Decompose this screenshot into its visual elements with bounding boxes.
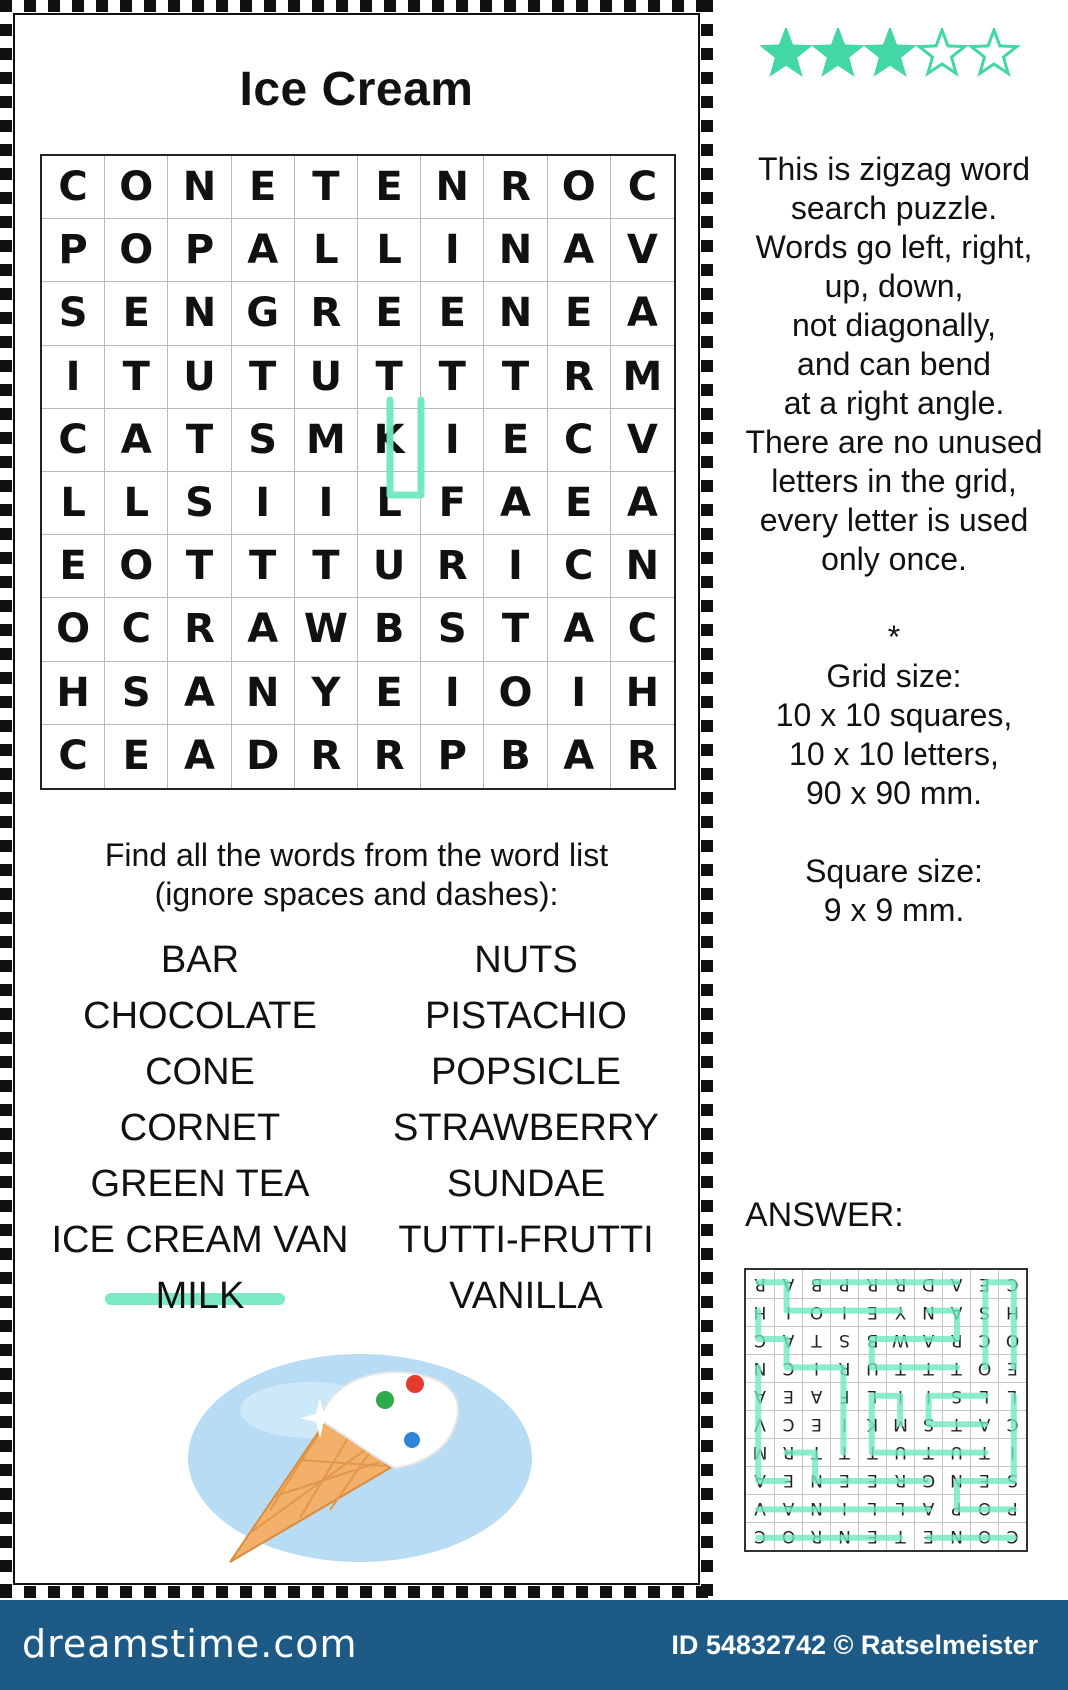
rules-line: Words go left, right, (755, 229, 1033, 265)
answer-cell: M (746, 1438, 774, 1466)
grid-cell[interactable]: R (358, 725, 421, 788)
rules-line (720, 813, 1068, 852)
grid-cell[interactable]: E (358, 662, 421, 725)
answer-cell: C (998, 1270, 1026, 1298)
grid-cell[interactable]: V (611, 219, 674, 282)
grid-cell[interactable]: C (42, 725, 105, 788)
answer-cell: I (830, 1298, 858, 1326)
answer-cell: O (970, 1494, 998, 1522)
answer-cell: N (830, 1522, 858, 1550)
grid-cell[interactable]: E (105, 282, 168, 345)
grid-cell[interactable]: I (548, 662, 611, 725)
grid-cell[interactable]: R (548, 346, 611, 409)
grid-cell[interactable]: R (295, 725, 358, 788)
grid-cell[interactable]: C (105, 598, 168, 661)
grid-cell[interactable]: N (168, 282, 231, 345)
answer-cell: L (970, 1382, 998, 1410)
grid-cell[interactable]: T (358, 346, 421, 409)
grid-cell[interactable]: H (42, 662, 105, 725)
grid-cell[interactable]: T (484, 598, 547, 661)
answer-cell: H (998, 1298, 1026, 1326)
grid-cell[interactable]: I (421, 409, 484, 472)
answer-cell: E (998, 1354, 1026, 1382)
rules-line: 10 x 10 squares, (775, 697, 1013, 733)
answer-cell: T (830, 1438, 858, 1466)
grid-cell[interactable]: V (611, 409, 674, 472)
dreamstime-logo: dreamstime.com (22, 1622, 358, 1666)
answer-cell: E (914, 1522, 942, 1550)
grid-cell[interactable]: N (484, 219, 547, 282)
answer-cell: R (942, 1326, 970, 1354)
grid-cell[interactable]: H (611, 662, 674, 725)
difficulty-stars (760, 28, 1020, 80)
answer-cell: A (746, 1382, 774, 1410)
grid-cell[interactable]: P (42, 219, 105, 282)
rules-line: at a right angle. (783, 385, 1005, 421)
answer-cell: N (802, 1466, 830, 1494)
answer-cell: U (858, 1354, 886, 1382)
answer-cell: T (802, 1326, 830, 1354)
answer-cell: N (942, 1522, 970, 1550)
grid-cell[interactable]: C (611, 156, 674, 219)
word-list-item (30, 1156, 370, 1212)
word-list-item (356, 988, 696, 1044)
answer-cell: C (774, 1354, 802, 1382)
rules-line (720, 579, 1068, 618)
answer-cell: K (858, 1410, 886, 1438)
letter-grid (40, 154, 676, 790)
grid-cell[interactable]: C (42, 409, 105, 472)
grid-cell[interactable]: C (548, 409, 611, 472)
grid-cell[interactable]: O (42, 598, 105, 661)
empty-star-icon (971, 30, 1017, 73)
answer-cell: R (886, 1466, 914, 1494)
answer-cell: R (754, 1274, 766, 1294)
word-list-item (356, 1100, 696, 1156)
word-text: MILK (155, 1275, 245, 1317)
answer-cell: M (886, 1410, 914, 1438)
answer-cell: C (746, 1522, 774, 1550)
grid-cell[interactable]: R (421, 535, 484, 598)
answer-cell: H (746, 1298, 774, 1326)
answer-cell: T (942, 1354, 970, 1382)
ice-cream-cone-illustration (180, 1340, 540, 1570)
grid-cell[interactable]: T (232, 346, 295, 409)
grid-cell[interactable]: Y (295, 662, 358, 725)
answer-cell: A (774, 1270, 802, 1298)
filled-star-icon (763, 30, 809, 73)
word-text: CHOCOLATE (83, 995, 317, 1037)
word-list-item (30, 1212, 370, 1268)
answer-cell: S (830, 1326, 858, 1354)
word-list-item (356, 1156, 696, 1212)
rules-line: search puzzle. (790, 190, 998, 226)
word-list-item (356, 932, 696, 988)
answer-cell: R (886, 1270, 914, 1298)
answer-cell: N (942, 1466, 970, 1494)
grid-cell[interactable]: N (484, 282, 547, 345)
answer-cell: F (830, 1382, 858, 1410)
grid-cell[interactable]: A (548, 598, 611, 661)
word-text: VANILLA (449, 1275, 603, 1317)
grid-cell[interactable]: T (168, 535, 231, 598)
grid-cell[interactable]: R (626, 733, 658, 780)
rules-line: every letter is used (759, 502, 1029, 538)
answer-cell: I (886, 1382, 914, 1410)
grid-cell[interactable]: I (232, 472, 295, 535)
word-list-item (30, 1044, 370, 1100)
answer-cell: A (942, 1298, 970, 1326)
answer-cell: I (774, 1298, 802, 1326)
word-text: STRAWBERRY (392, 1107, 660, 1149)
word-text: PISTACHIO (425, 995, 627, 1037)
answer-cell: L (998, 1382, 1026, 1410)
grid-cell[interactable]: U (295, 346, 358, 409)
grid-cell[interactable]: L (295, 219, 358, 282)
answer-cell: E (970, 1270, 998, 1298)
answer-cell: C (970, 1326, 998, 1354)
grid-cell[interactable]: D (232, 725, 295, 788)
answer-cell: O (998, 1326, 1026, 1354)
word-text: ICE CREAM VAN (51, 1219, 349, 1261)
grid-cell[interactable]: E (232, 156, 295, 219)
answer-cell: B (802, 1270, 830, 1298)
instructions (0, 836, 713, 914)
grid-cell[interactable]: A (105, 409, 168, 472)
answer-cell: R (858, 1270, 886, 1298)
grid-cell[interactable]: R (484, 156, 547, 219)
word-list-item (30, 1100, 370, 1156)
grid-cell[interactable]: T (232, 535, 295, 598)
answer-cell: S (970, 1298, 998, 1326)
rules-line: and can bend (797, 346, 991, 382)
answer-cell: P (830, 1270, 858, 1298)
answer-cell: T (914, 1354, 942, 1382)
puzzle-title: Ice Cream (239, 63, 474, 116)
grid-cell[interactable]: M (611, 346, 674, 409)
answer-cell: T (886, 1354, 914, 1382)
grid-cell[interactable]: L (42, 472, 105, 535)
answer-cell: E (830, 1466, 858, 1494)
grid-cell[interactable]: M (295, 409, 358, 472)
word-text: SUNDAE (446, 1163, 606, 1205)
word-list-left (30, 932, 370, 1324)
grid-cell[interactable]: N (611, 535, 674, 598)
word-text: TUTTI-FRUTTI (398, 1219, 654, 1261)
answer-cell: R (802, 1522, 830, 1550)
image-id-credit: ID 54832742 © Ratselmeister (671, 1630, 1038, 1660)
grid-cell[interactable]: I (295, 472, 358, 535)
grid-cell[interactable]: A (611, 282, 674, 345)
grid-cell[interactable]: S (421, 598, 484, 661)
word-list-item (356, 1044, 696, 1100)
answer-cell: A (914, 1326, 942, 1354)
grid-cell[interactable]: B (484, 725, 547, 788)
grid-cell[interactable]: N (168, 156, 231, 219)
rules-line: This is zigzag word (757, 151, 1031, 187)
answer-cell: A (802, 1382, 830, 1410)
answer-cell: N (914, 1298, 942, 1326)
grid-cell[interactable]: O (105, 219, 168, 282)
answer-cell: E (858, 1466, 886, 1494)
grid-cell[interactable]: I (484, 535, 547, 598)
answer-cell: I (802, 1354, 830, 1382)
grid-cell[interactable]: E (548, 472, 611, 535)
rules-line: 10 x 10 letters, (789, 736, 999, 772)
answer-cell: I (830, 1410, 858, 1438)
grid-cell[interactable]: T (105, 346, 168, 409)
answer-cell: T (802, 1438, 830, 1466)
instructions-line: (ignore spaces and dashes): (154, 876, 559, 912)
grid-cell[interactable]: S (232, 409, 295, 472)
word-list-item (30, 932, 370, 988)
answer-cell: I (830, 1494, 858, 1522)
answer-cell: V (746, 1410, 774, 1438)
answer-cell: S (914, 1410, 942, 1438)
word-list-right (356, 932, 696, 1324)
grid-cell[interactable]: I (42, 346, 105, 409)
grid-cell[interactable]: T (421, 346, 484, 409)
word-list-item (356, 1268, 696, 1324)
answer-cell: T (858, 1438, 886, 1466)
grid-cell[interactable]: C (611, 598, 674, 661)
answer-cell: B (858, 1326, 886, 1354)
grid-cell[interactable]: O (548, 156, 611, 219)
answer-cell: A (774, 1326, 802, 1354)
instructions-line: Find all the words from the word list (104, 837, 609, 873)
empty-star-icon (919, 30, 965, 73)
rules-line: * (887, 619, 901, 655)
grid-cell[interactable]: O (105, 535, 168, 598)
answer-cell: E (858, 1298, 886, 1326)
rules-line: 9 x 9 mm. (823, 892, 965, 928)
answer-label: ANSWER: (745, 1196, 904, 1234)
answer-cell: E (802, 1410, 830, 1438)
grid-cell[interactable]: E (548, 282, 611, 345)
rules-text (720, 150, 1068, 930)
answer-cell: A (774, 1494, 802, 1522)
answer-cell: A (942, 1270, 970, 1298)
grid-cell[interactable]: P (421, 725, 484, 788)
word-text: NUTS (474, 939, 578, 981)
grid-cell[interactable]: A (168, 662, 231, 725)
grid-cell[interactable]: A (548, 219, 611, 282)
answer-cell: P (942, 1494, 970, 1522)
grid-cell[interactable]: L (358, 219, 421, 282)
rules-line: not diagonally, (792, 307, 996, 343)
grid-cell[interactable]: I (421, 219, 484, 282)
answer-cell: S (942, 1382, 970, 1410)
grid-cell[interactable]: N (232, 662, 295, 725)
answer-cell: A (746, 1466, 774, 1494)
answer-cell: S (998, 1466, 1026, 1494)
rules-line: Grid size: (826, 658, 962, 694)
grid-cell[interactable]: E (421, 282, 484, 345)
grid-cell[interactable]: O (484, 662, 547, 725)
grid-cell[interactable]: T (295, 156, 358, 219)
grid-cell[interactable]: E (358, 282, 421, 345)
grid-cell[interactable]: C (42, 156, 105, 219)
grid-cell[interactable]: N (421, 156, 484, 219)
filled-star-icon (867, 30, 913, 73)
grid-cell[interactable]: S (42, 282, 105, 345)
grid-cell[interactable]: I (421, 662, 484, 725)
grid-cell[interactable]: C (548, 535, 611, 598)
answer-cell: D (914, 1270, 942, 1298)
answer-cell: R (774, 1438, 802, 1466)
word-text: BAR (160, 939, 240, 981)
answer-cell: A (970, 1410, 998, 1438)
rules-line: There are no unused (745, 424, 1043, 460)
grid-cell[interactable]: G (232, 282, 295, 345)
answer-cell: C (746, 1326, 774, 1354)
answer-cell: O (970, 1354, 998, 1382)
grid-cell[interactable]: R (168, 598, 231, 661)
answer-cell: O (774, 1522, 802, 1550)
answer-cell: G (914, 1466, 942, 1494)
word-text: CORNET (119, 1107, 281, 1149)
answer-cell: I (914, 1382, 942, 1410)
grid-cell[interactable]: W (295, 598, 358, 661)
rules-line: Square size: (805, 853, 983, 889)
answer-cell: W (886, 1326, 914, 1354)
grid-cell[interactable]: P (168, 219, 231, 282)
rules-line: 90 x 90 mm. (805, 775, 983, 811)
answer-cell: T (914, 1438, 942, 1466)
grid-cell[interactable]: U (168, 346, 231, 409)
grid-cell[interactable]: E (42, 535, 105, 598)
answer-cell: C (998, 1522, 1026, 1550)
footer-bar (0, 1600, 1068, 1690)
word-text: POPSICLE (430, 1051, 622, 1093)
grid-cell[interactable]: L (358, 472, 421, 535)
answer-cell: A (914, 1494, 942, 1522)
rules-line: only once. (821, 541, 967, 577)
answer-cell: Y (886, 1298, 914, 1326)
answer-cell: U (942, 1438, 970, 1466)
grid-cell[interactable]: A (484, 472, 547, 535)
grid-cell[interactable]: E (358, 156, 421, 219)
answer-cell: E (774, 1466, 802, 1494)
answer-cell: R (830, 1354, 858, 1382)
grid-cell[interactable]: O (105, 156, 168, 219)
answer-cell: I (998, 1438, 1026, 1466)
grid-cell[interactable]: S (168, 472, 231, 535)
grid-cell[interactable]: U (358, 535, 421, 598)
grid-cell[interactable]: E (484, 409, 547, 472)
answer-cell: E (970, 1466, 998, 1494)
answer-cell: C (998, 1410, 1026, 1438)
grid-cell[interactable]: K (358, 409, 421, 472)
grid-cell[interactable]: T (484, 346, 547, 409)
answer-cell: L (858, 1382, 886, 1410)
word-list-item (30, 1268, 370, 1324)
grid-cell[interactable]: A (168, 725, 231, 788)
grid-cell[interactable]: A (611, 472, 674, 535)
answer-cell: N (746, 1354, 774, 1382)
answer-cell: C (774, 1410, 802, 1438)
rules-line: up, down, (824, 268, 964, 304)
answer-cell: V (746, 1494, 774, 1522)
answer-cell: P (998, 1494, 1026, 1522)
answer-cell: T (970, 1438, 998, 1466)
rules-line: letters in the grid, (771, 463, 1017, 499)
grid-cell[interactable]: T (168, 409, 231, 472)
answer-cell: T (942, 1410, 970, 1438)
grid-cell[interactable]: E (105, 725, 168, 788)
grid-cell[interactable]: L (105, 472, 168, 535)
answer-cell: O (970, 1522, 998, 1550)
answer-cell: O (802, 1298, 830, 1326)
word-text: GREEN TEA (90, 1163, 310, 1205)
grid-cell[interactable]: S (105, 662, 168, 725)
filled-star-icon (815, 30, 861, 73)
word-list-item (30, 988, 370, 1044)
grid-cell[interactable]: A (548, 725, 611, 788)
answer-cell: L (886, 1494, 914, 1522)
answer-cell: T (886, 1522, 914, 1550)
answer-cell: L (858, 1494, 886, 1522)
answer-cell: U (886, 1438, 914, 1466)
answer-cell: N (802, 1494, 830, 1522)
grid-cell[interactable]: F (421, 472, 484, 535)
word-text: CONE (145, 1051, 255, 1093)
answer-cell: E (858, 1522, 886, 1550)
grid-cell[interactable]: T (295, 535, 358, 598)
grid-cell[interactable]: A (232, 219, 295, 282)
answer-grid (744, 1268, 1028, 1552)
grid-cell[interactable]: R (295, 282, 358, 345)
grid-cell[interactable]: B (358, 598, 421, 661)
word-list-item (356, 1212, 696, 1268)
answer-cell: E (774, 1382, 802, 1410)
grid-cell[interactable]: A (232, 598, 295, 661)
